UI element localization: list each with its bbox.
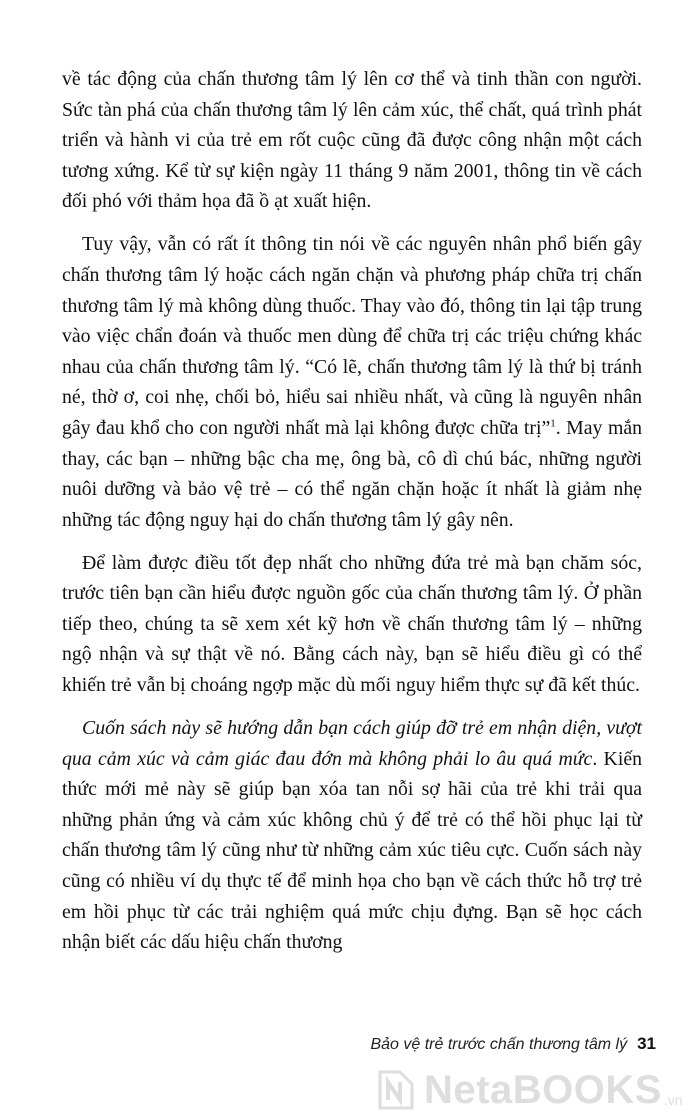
paragraph-2-text-after-note: . May mắn thay, các bạn – những bậc cha mẹ, ông bà, cô dì chú bác, những người nuôi dưỡng và bảo vệ trẻ – có thể ngăn chặn hoặc ít nhất là giảm nhẹ những tác động nguy hại do chấn thương tâm lý gây nên. xyxy=(62,416,642,531)
paragraph-4 xyxy=(62,713,642,958)
watermark-brand: NetaBOOKS xyxy=(424,1067,662,1112)
paragraph-1-text: về tác động của chấn thương tâm lý lên cơ thể và tinh thần con người. Sức tàn phá của chấn thương tâm lý lên cảm xúc, thể chất, quá trình phát triển và hành vi của trẻ em rốt cuộc cũng đã được công nhận một cách tương xứng. Kể từ sự kiện ngày 11 tháng 9 năm 2001, thông tin về cách đối phó với thảm họa đã ồ ạt xuất hiện. xyxy=(62,68,642,213)
watermark-tld: .vn xyxy=(663,1092,683,1108)
paragraph-3 xyxy=(62,548,642,701)
paragraph-1 xyxy=(62,64,642,217)
body-text xyxy=(62,64,642,958)
paragraph-2 xyxy=(62,229,642,535)
watermark xyxy=(372,1060,696,1120)
paragraph-4-text: . Kiến thức mới mẻ này sẽ giúp bạn xóa tan nỗi sợ hãi của trẻ khi trải qua những phản ứng và cảm xúc không chủ ý để trẻ có thể hồi phục lại từ chấn thương tâm lý cũng như từ những cảm xúc tiêu cực. Cuốn sách này cũng có nhiều ví dụ thực tế để minh họa cho bạn về cách thức hỗ trợ trẻ em hồi phục từ các trải nghiệm quá mức chịu đựng. Bạn sẽ học cách nhận biết các dấu hiệu chấn thương xyxy=(62,747,643,954)
paragraph-2-text-before-note: Tuy vậy, vẫn có rất ít thông tin nói về các nguyên nhân phổ biến gây chấn thương tâm lý hoặc cách ngăn chặn và phương pháp chữa trị chấn thương tâm lý mà không dùng thuốc. Thay vào đó, thông tin lại tập trung vào việc chẩn đoán và thuốc men dùng để chữa trị các triệu chứng khác nhau của chấn thương tâm lý. “Có lẽ, chấn thương tâm lý là thứ bị tránh né, thờ ơ, coi nhẹ, chối bỏ, hiểu sai nhiều nhất, và cũng là nguyên nhân gây đau khổ cho con người nhất mà lại không được chữa trị” xyxy=(62,233,642,439)
footnote-reference[interactable]: 1 xyxy=(550,417,556,430)
page-footer xyxy=(370,1034,656,1058)
paragraph-3-text: Để làm được điều tốt đẹp nhất cho những đứa trẻ mà bạn chăm sóc, trước tiên bạn cần hiểu được nguồn gốc của chấn thương tâm lý. Ở phần tiếp theo, chúng ta sẽ xem xét kỹ hơn về chấn thương tâm lý – những ngộ nhận và sự thật về nó. Bằng cách này, bạn sẽ hiểu điều gì có thể khiến trẻ vẫn bị choáng ngợp mặc dù mối nguy hiểm thực sự đã kết thúc. xyxy=(62,551,642,697)
page-number: 31 xyxy=(637,1034,656,1053)
netabooks-logo-icon xyxy=(372,1068,416,1112)
running-title: Bảo vệ trẻ trước chấn thương tâm lý xyxy=(370,1036,628,1053)
paragraph-4-italic-text: Cuốn sách này sẽ hướng dẫn bạn cách giúp đỡ trẻ em nhận diện, vượt qua cảm xúc và cảm giác đau đớn mà không phải lo âu quá mức xyxy=(62,717,642,770)
